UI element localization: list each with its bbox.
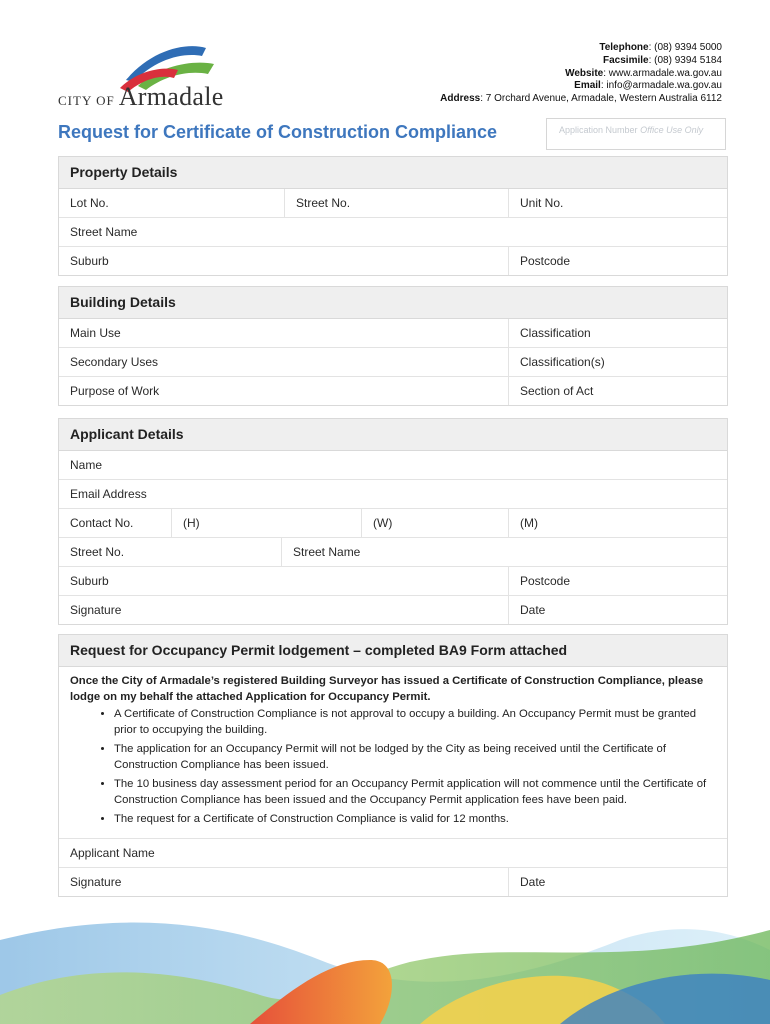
main-use-field[interactable]: Main Use [70, 326, 121, 340]
form-row [59, 839, 727, 868]
occupancy-permit-terms [59, 667, 727, 839]
applicant-suburb-field[interactable]: Suburb [70, 574, 109, 588]
form-row [59, 218, 727, 247]
form-row [59, 596, 727, 624]
building-details-heading: Building Details [59, 287, 727, 319]
terms-list-item: • The 10 business day assessment period for an Occupancy Permit application will not commence until the Certificate of Construction Compliance has been issued and the Occupancy Permit application fees have been paid. [114, 777, 716, 808]
contact-facsimile: Facsimile: (08) 9394 5184 [603, 54, 722, 66]
logo-city-of: CITY OF [58, 93, 115, 108]
postcode-field[interactable]: Postcode [508, 247, 728, 275]
contact-address: Address: 7 Orchard Avenue, Armadale, Western Australia 6112 [440, 93, 722, 105]
lot-no-field[interactable]: Lot No. [70, 196, 109, 210]
form-row [59, 509, 727, 538]
form-row [59, 451, 727, 480]
terms-list-item: • A Certificate of Construction Compliance is not approval to occupy a building. An Occupancy Permit must be granted prior to occupying the building. [114, 707, 716, 738]
contact-info [342, 42, 722, 106]
application-number-field: Application Number Office Use Only [546, 118, 726, 150]
form-row [59, 348, 727, 377]
logo-wordmark [58, 82, 224, 112]
terms-list-item: • The application for an Occupancy Permit will not be lodged by the City as being received until the Certificate of Construction Compliance has been issued. [114, 742, 716, 773]
form-row [59, 567, 727, 596]
building-details-section [58, 286, 728, 406]
occupancy-permit-section [58, 634, 728, 897]
property-details-section [58, 156, 728, 276]
phone-home-field[interactable]: (H) [171, 509, 361, 537]
form-row [59, 189, 727, 218]
street-no-field[interactable]: Street No. [284, 189, 508, 217]
contact-telephone: Telephone: (08) 9394 5000 [599, 42, 722, 53]
form-row [59, 247, 727, 275]
suburb-field[interactable]: Suburb [70, 254, 109, 268]
contact-website[interactable]: Website: www.armadale.wa.gov.au [565, 67, 722, 79]
classifications-field[interactable]: Classification(s) [508, 348, 728, 376]
applicant-street-no-field[interactable]: Street No. [70, 545, 125, 559]
applicant-street-name-field[interactable]: Street Name [281, 538, 728, 566]
applicant-details-heading: Applicant Details [59, 419, 727, 451]
street-name-field[interactable]: Street Name [70, 225, 138, 239]
unit-no-field[interactable]: Unit No. [508, 189, 728, 217]
phone-mobile-field[interactable]: (M) [508, 509, 728, 537]
form-row [59, 538, 727, 567]
applicant-signature-field[interactable]: Signature [70, 603, 122, 617]
secondary-uses-field[interactable]: Secondary Uses [70, 355, 159, 369]
applicant-postcode-field[interactable]: Postcode [508, 567, 728, 595]
logo-armadale: Armadale [118, 82, 224, 111]
form-row [59, 868, 727, 896]
occupancy-applicant-name-field[interactable]: Applicant Name [70, 845, 155, 860]
occupancy-permit-heading: Request for Occupancy Permit lodgement – completed BA9 Form attached [59, 635, 727, 667]
applicant-details-section [58, 418, 728, 625]
classification-field[interactable]: Classification [508, 319, 728, 347]
occupancy-signature-field[interactable]: Signature [70, 874, 122, 889]
occupancy-date-field[interactable]: Date [508, 868, 728, 896]
property-details-heading: Property Details [59, 157, 727, 189]
applicant-name-field[interactable]: Name [70, 458, 103, 472]
phone-work-field[interactable]: (W) [361, 509, 508, 537]
form-row [59, 377, 727, 405]
applicant-date-field[interactable]: Date [508, 596, 728, 624]
terms-list [70, 707, 716, 828]
purpose-of-work-field[interactable]: Purpose of Work [70, 384, 160, 398]
email-address-field[interactable]: Email Address [70, 487, 147, 501]
occupancy-lead-text: Once the City of Armadale’s registered Building Surveyor has issued a Certificate of Construction Compliance, please lodge on my behalf the attached Application for Occupancy Permit. [70, 675, 704, 703]
section-of-act-field[interactable]: Section of Act [508, 377, 728, 405]
page-title: Request for Certificate of Construction Compliance [58, 122, 498, 142]
terms-list-item: • The request for a Certificate of Construction Compliance is valid for 12 months. [114, 812, 716, 828]
form-row [59, 319, 727, 348]
form-row [59, 480, 727, 509]
contact-email[interactable]: Email: info@armadale.wa.gov.au [574, 80, 722, 92]
contact-no-label: Contact No. [70, 516, 134, 530]
decorative-swoosh-footer [0, 900, 770, 1024]
